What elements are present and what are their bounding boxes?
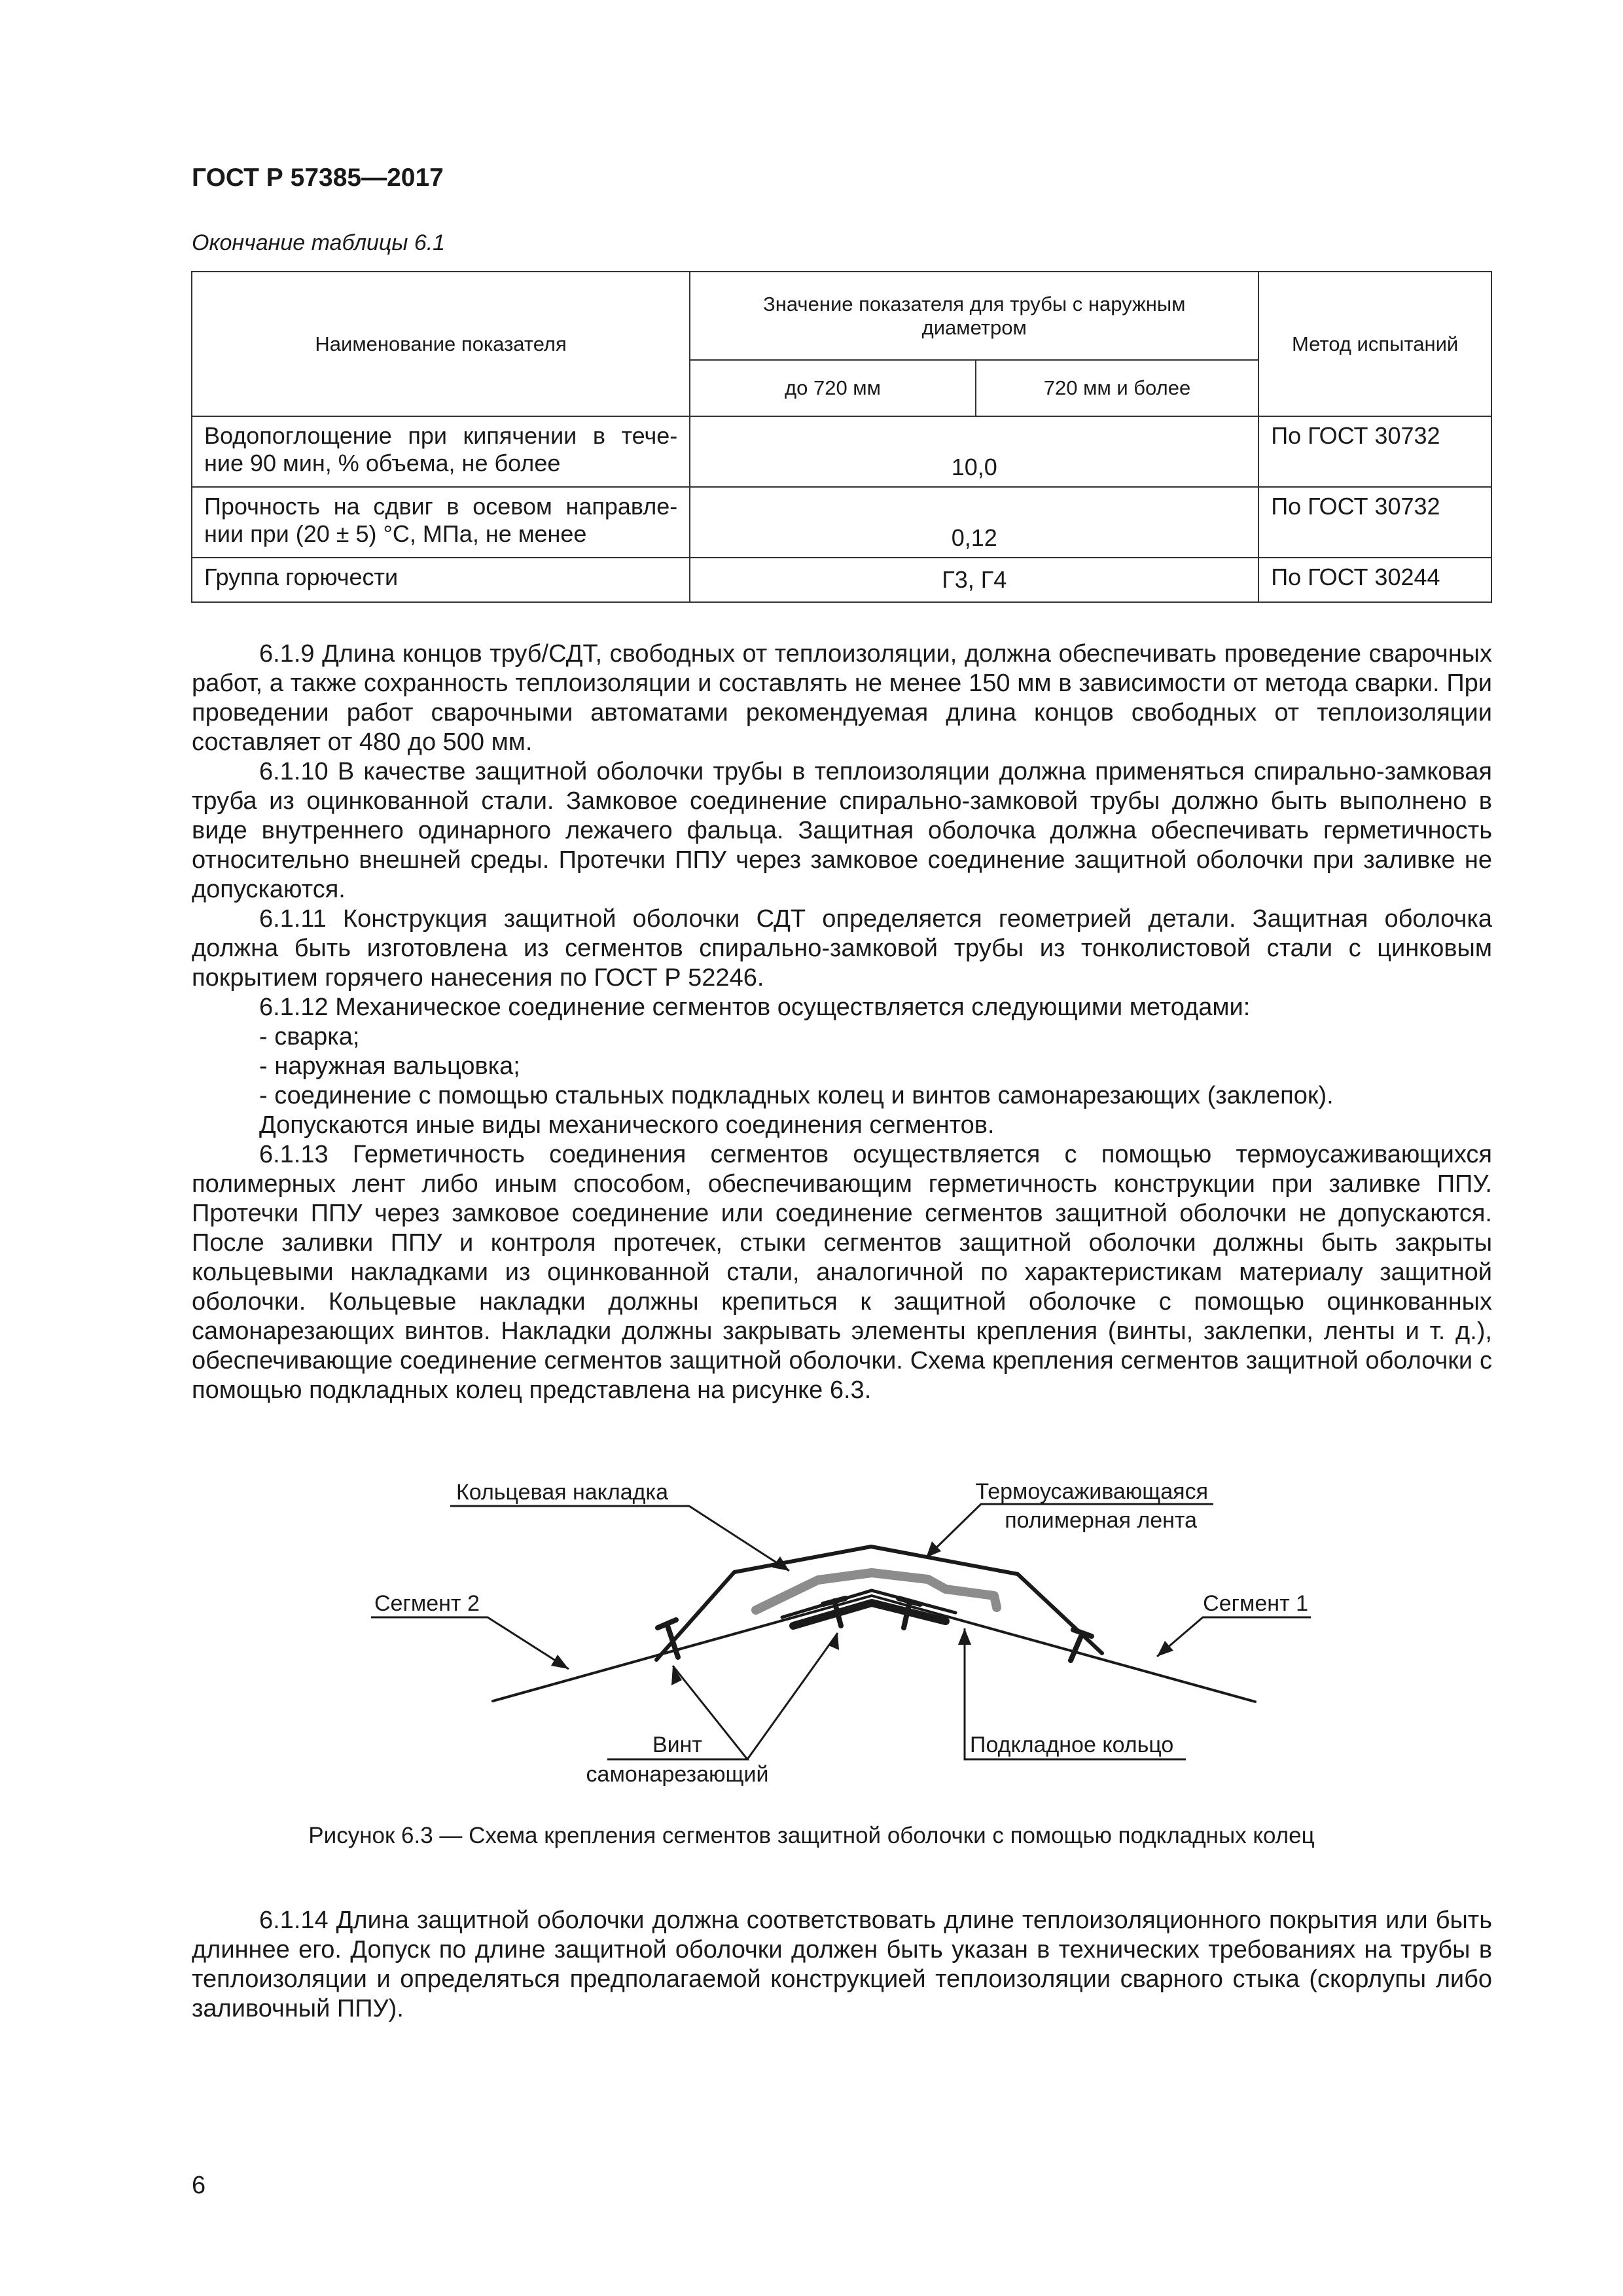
table-cell-method: По ГОСТ 30732 — [1258, 416, 1491, 487]
table-cell-name-line1: Водопоглощение при кипячении в тече- — [204, 422, 678, 449]
table-row — [192, 558, 1491, 602]
figure-joint-diagram — [366, 1471, 1348, 1799]
list-item: - сварка; — [259, 1023, 360, 1050]
table-caption: Окончание таблицы 6.1 — [192, 230, 446, 255]
leader-segment-1 — [1157, 1617, 1311, 1657]
table-cell-name-line2: ние 90 мин, % объема, не более — [204, 450, 561, 476]
document-header: ГОСТ Р 57385—2017 — [192, 164, 444, 192]
table-cell-name-line1: Прочность на сдвиг в осевом направле- — [204, 493, 678, 520]
paragraph-6-1-14: 6.1.14 Длина защитной оболочки должна соответствовать длине теплоизоляционного покрытия или быть длиннее его. Допуск по длине защитной оболочки должен быть указан в технических требованиях на трубы в теплоизоляции и определяться предполагаемой конструкцией теплоизоляции сварного стыка (скорлупы либо заливочный ППУ). — [192, 1907, 1492, 2022]
paragraph-note: Допускаются иные виды механического соединения сегментов. — [259, 1111, 995, 1139]
leader-segment-2 — [371, 1617, 569, 1669]
table-cell-name — [192, 416, 690, 487]
table-cell-name — [192, 487, 690, 558]
table-cell-value: 10,0 — [690, 416, 1258, 487]
figure-caption: Рисунок 6.3 — Схема крепления сегментов защитной оболочки с помощью подкладных колец — [308, 1823, 1315, 1848]
table-cell-method: По ГОСТ 30732 — [1258, 487, 1491, 558]
table-cell-value: Г3, Г4 — [690, 558, 1258, 602]
leader-ring-overlay — [450, 1506, 789, 1571]
arrowhead — [829, 1633, 839, 1650]
label-segment-1: Сегмент 1 — [1203, 1591, 1308, 1616]
spec-table — [191, 271, 1492, 603]
arrowhead — [551, 1655, 569, 1669]
page-number: 6 — [192, 2172, 206, 2199]
table-header-method: Метод испытаний — [1258, 272, 1491, 416]
label-screw-line1: Винт — [652, 1732, 703, 1757]
table-cell-name-line2: нии при (20 ± 5) °С, МПа, не менее — [204, 520, 587, 547]
paragraph-6-1-12: 6.1.12 Механическое соединение сегментов осуществляется следующими методами: — [259, 994, 1251, 1021]
paragraph-6-1-9: 6.1.9 Длина концов труб/СДТ, свободных от теплоизоляции, должна обеспечивать проведение сварочных работ, а также сохранность теплоизоляции и составлять не менее 150 мм в зависимости от метода сварки. При проведении работ сварочными автоматами рекомендуемая длина концов свободных от теплоизоляции составляет от 480 до 500 мм. — [192, 640, 1492, 756]
label-backing-ring: Подкладное кольцо — [970, 1732, 1174, 1757]
label-tape-line2: полимерная лента — [1005, 1508, 1197, 1533]
segment-1-shell — [872, 1596, 1255, 1702]
body-section-a — [192, 639, 1492, 1405]
table-cell-name: Группа горючести — [192, 558, 690, 602]
arrowhead — [1157, 1641, 1173, 1657]
paragraph-6-1-10: 6.1.10 В качестве защитной оболочки трубы в теплоизоляции должна применяться спирально-замковая труба из оцинкованной стали. Замковое соединение спирально-замковой трубы должно быть выполнено в виде внутреннего одинарного лежачего фальца. Защитная оболочка должна обеспечивать герметичность относительно внешней среды. Протечки ППУ через замковое соединение защитной оболочки при заливке не допускаются. — [192, 758, 1492, 903]
label-screw-line2: самонарезающий — [586, 1762, 769, 1787]
list-item: - наружная вальцовка; — [259, 1052, 520, 1080]
leader-screw-b — [747, 1633, 838, 1759]
arrowhead — [958, 1628, 971, 1645]
label-ring-overlay: Кольцевая накладка — [456, 1480, 669, 1505]
table-header-col-small: до 720 мм — [690, 360, 976, 416]
table-cell-value: 0,12 — [690, 487, 1258, 558]
table-header-value-group: Значение показателя для трубы с наружным диаметром — [690, 272, 1258, 360]
label-segment-2: Сегмент 2 — [374, 1591, 480, 1616]
table-cell-method: По ГОСТ 30244 — [1258, 558, 1491, 602]
body-section-b — [192, 1906, 1492, 2024]
table-row — [192, 487, 1491, 558]
arrowhead — [926, 1541, 941, 1558]
paragraph-6-1-11: 6.1.11 Конструкция защитной оболочки СДТ определяется геометрией детали. Защитная оболочка должна быть изготовлена из сегментов спирально-замковой трубы из тонколистовой стали с цинковым покрытием горячего нанесения по ГОСТ Р 52246. — [192, 905, 1492, 992]
table-header-name: Наименование показателя — [192, 272, 690, 416]
label-tape-line1: Термоусаживающаяся — [975, 1479, 1208, 1504]
segment-2-shell — [493, 1596, 872, 1701]
table-row — [192, 416, 1491, 487]
paragraph-6-1-13: 6.1.13 Герметичность соединения сегментов осуществляется с помощью термоусаживающихся полимерных лент либо иным способом, обеспечивающим герметичность конструкции при заливке ППУ. Протечки ППУ через замковое соединение или соединение сегментов защитной оболочки не допускаются. После заливки ППУ и контроля протечек, стыки сегментов защитной оболочки должны быть закрыты кольцевыми накладками из оцинкованной стали, аналогичной по характеристикам материалу защитной оболочки. Кольцевые накладки должны крепиться к защитной оболочке с помощью оцинкованных самонарезающих винтов. Накладки должны закрывать элементы крепления (винты, заклепки, ленты и т. д.), обеспечивающие соединение сегментов защитной оболочки. Схема крепления сегментов защитной оболочки с помощью подкладных колец представлена на рисунке 6.3. — [192, 1141, 1492, 1404]
list-item: - соединение с помощью стальных подкладных колец и винтов самонарезающих (заклепок). — [259, 1082, 1334, 1109]
table-header-col-large: 720 мм и более — [976, 360, 1259, 416]
